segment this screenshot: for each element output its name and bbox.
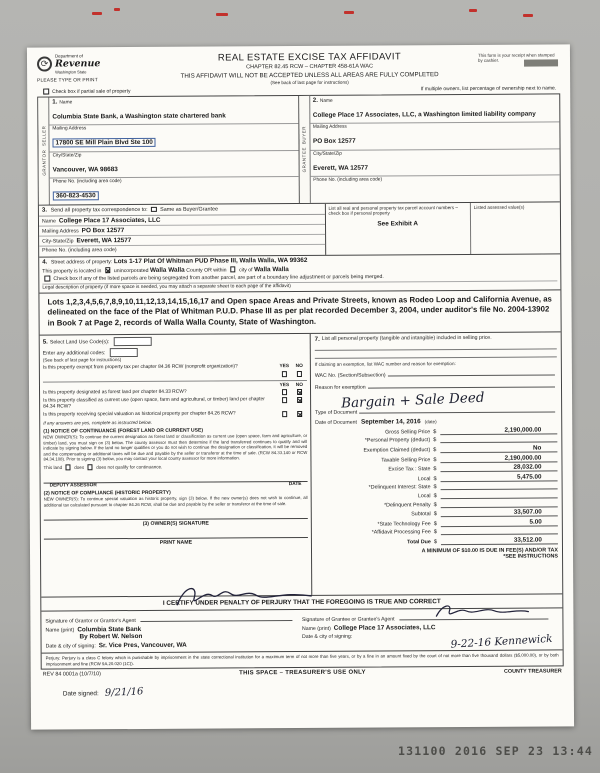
section-buyer — [299, 94, 560, 203]
grantee-signature-block — [302, 611, 559, 649]
section-5-7 — [40, 333, 563, 598]
currency-sign: $ — [433, 466, 437, 473]
personal-property-label: List all personal property (tangible and intangible) included in selling price. — [321, 335, 492, 343]
grantee-name-print-label: Name (print) — [301, 626, 331, 633]
correspondence-phone-field — [39, 244, 325, 254]
receipt-note-text: This form is your receipt when stamped by cashier. — [477, 52, 555, 63]
fee-label: Local — [417, 493, 431, 500]
section-2-number: 2. — [312, 96, 318, 104]
perjury-notice: Perjury: Perjury is a class C felony which is punishable by imprisonment in the state correctional institution for a maximum term of not more than five years, or by a fine in an amount fixed by the court of not more than five thousand dollars ($5,000.00), or by both imprisonment and fine (RCW 9A.20.020 (1C)). — [45, 652, 559, 667]
wac-label: WAC No. (Section/Subsection) — [314, 372, 386, 380]
county-treasurer-label: COUNTY TREASURER — [503, 668, 562, 676]
county-value: Walla Walla — [149, 266, 185, 274]
treasurer-space-label: THIS SPACE – TREASURER'S USE ONLY — [239, 669, 366, 677]
seller-phone-field — [50, 177, 299, 204]
unincorporated-checkbox — [105, 267, 111, 273]
deputy-assessor-label: DEPUTY ASSESSOR — [49, 483, 97, 489]
fee-label: Total Due — [407, 539, 431, 546]
segregated-checkbox — [44, 276, 50, 282]
fee-label: *Affidavit Processing Fee — [371, 529, 431, 536]
currency-sign: $ — [433, 501, 437, 508]
buyer-side-label — [299, 95, 311, 202]
fee-label: *Delinquent Interest: State — [368, 484, 431, 491]
see-back-note: (See back of last page for instructions) — [270, 79, 349, 86]
assessed-value-panel — [471, 202, 560, 254]
deputy-date-label: DATE — [288, 481, 302, 487]
section-7-number: 7. — [314, 336, 320, 344]
fee-value — [441, 500, 558, 508]
assessed-value-header: Listed assessed value(s) — [473, 204, 525, 210]
fee-label: Excise Tax : State — [388, 466, 431, 473]
date-of-document-label: Date of Document — [315, 419, 357, 427]
located-in-label: This property is located in — [42, 267, 102, 275]
scan-artifact-mark — [216, 13, 228, 16]
notice-compliance-title: (2) NOTICE OF COMPLIANCE (HISTORIC PROPERTY) — [43, 490, 171, 497]
grantee-date-city-label: Date & city of signing: — [302, 633, 353, 641]
grantor-word: GRANTOR — [41, 149, 47, 176]
fee-value: 2,190,000.00 — [440, 454, 557, 463]
legal-description-text: Lots 1,2,3,4,5,6,7,8,9,10,11,12,13,14,15,16,17 and Open space Areas and Private Streets, known as Rodeo Loop and California Avenue, as delineated on the face of the Plat of Whitman P.U.D. Phase III as per plat recorded December 3, 2004, under auditor's file No. 2004-13902 in Book 7 at Page 2, records of Walla Walla County, State of Washington. — [39, 290, 560, 336]
seller-name-label: Name — [59, 99, 73, 105]
grantor-name-print-label: Name (print) — [45, 627, 75, 634]
city-of-label: city of — [239, 266, 253, 273]
section-5-number: 5. — [42, 338, 48, 346]
seller-mailing-value: 17800 SE Mill Plain Blvd Ste 100 — [52, 138, 155, 148]
correspondence-name-label: Name — [41, 217, 56, 225]
fee-row-subtotal — [316, 509, 558, 518]
fee-row-delinquent-local — [316, 491, 558, 499]
currency-sign: $ — [433, 520, 437, 527]
grantor-signature-block — [45, 612, 302, 650]
fee-label: *Personal Property (deduct) — [364, 437, 431, 444]
correspondence-name-value: College Place 17 Associates, LLC — [58, 216, 161, 224]
grantor-date-city-value: Sr. Vice Pres, Vancouver, WA — [98, 641, 187, 650]
grantor-sig-line — [141, 614, 292, 622]
current-use-no-checkbox — [297, 397, 303, 403]
unincorporated-label: unincorporated — [113, 267, 149, 274]
fee-label: Local — [417, 475, 431, 483]
county-or-label: County OR within — [186, 266, 227, 274]
currency-sign: $ — [433, 447, 437, 454]
owners-signature-label: (3) OWNER(S) SIGNATURE — [142, 520, 209, 527]
no-header: NO — [295, 363, 303, 369]
date-signed-handwriting: 9/21/16 — [104, 686, 144, 700]
grantor-name-value: Columbia State Bank — [77, 626, 142, 634]
seller-phone-label: Phone No. (including area code) — [52, 179, 122, 185]
currency-sign: $ — [433, 493, 437, 500]
grantee-name-value: College Place 17 Associates, LLC — [333, 624, 436, 633]
affidavit-page — [27, 44, 574, 729]
fee-row-excise-state — [315, 464, 557, 473]
buyer-name-label: Name — [319, 98, 333, 104]
fee-row-delinquent-state — [316, 483, 558, 491]
parcel-numbers-panel — [325, 202, 471, 254]
signature-area — [41, 609, 562, 654]
historic-yes-checkbox — [282, 411, 288, 417]
section5-see-back: (See back of last page for instructions) — [42, 357, 122, 363]
scan-artifact-mark — [114, 8, 120, 11]
scan-artifact-mark — [344, 11, 354, 14]
current-use-text: Is this property classified as current use (open space, farm and agricultural, or timber) land per chapter 84.34 RCW? — [43, 397, 265, 411]
buyer-mailing-field — [310, 122, 560, 150]
seller-city-label: City/State/Zip — [52, 152, 82, 159]
fee-value — [440, 483, 557, 491]
form-warning: THIS AFFIDAVIT WILL NOT BE ACCEPTED UNLESS ALL AREAS ARE FULLY COMPLETED — [180, 71, 439, 80]
seller-mailing-label: Mailing Address — [52, 126, 87, 132]
grantee-word: GRANTEE — [301, 146, 307, 173]
exempt-question-row — [43, 364, 307, 372]
grantee-date-city-handwriting: 9-22-16 Kennewick — [450, 633, 553, 651]
notice-compliance-text: NEW OWNER(S): To continue special valuation as historic property, sign (3) below. If the new owner(s) does not wish to continue, all additional tax calculated pursuant to chapter 84.26 RCW, shall be due and payable by the seller or transferor at the time of sale. — [43, 495, 308, 508]
logo-washington-state: Washington State — [55, 69, 87, 75]
section-seller — [38, 96, 299, 205]
send-correspondence-label: Send all property tax correspondence to: — [50, 206, 148, 214]
seller-word: SELLER — [40, 125, 47, 147]
divider — [43, 380, 307, 383]
grantor-date-city-label: Date & city of signing: — [45, 643, 96, 650]
please-type-or-print: PLEASE TYPE OR PRINT — [37, 78, 98, 84]
scan-artifact-mark — [469, 9, 477, 12]
currency-sign: $ — [433, 428, 437, 435]
fee-value — [441, 528, 558, 536]
fee-label: *State Technology Fee — [377, 520, 431, 528]
seller-name-field — [49, 96, 298, 126]
type-of-document-handwriting: Bargain + Sale Deed — [340, 389, 485, 412]
grantor-signature — [171, 580, 321, 613]
fee-row-tech-fee — [316, 518, 558, 527]
date-suffix: (date) — [424, 419, 437, 425]
reason-label: Reason for exemption — [314, 384, 366, 392]
section-3-number: 3. — [41, 206, 48, 214]
current-use-question — [43, 397, 307, 411]
land-use-label: Select Land Use Code(s): — [49, 338, 110, 346]
exempt-answer-row — [43, 371, 307, 379]
currency-sign: $ — [433, 539, 437, 546]
notice-continuance-title: (1) NOTICE OF CONTINUANCE (FOREST LAND OR CURRENT USE) — [43, 427, 204, 435]
certify-text: I CERTIFY UNDER PENALTY OF PERJURY THAT THE FOREGOING IS TRUE AND CORRECT — [162, 598, 441, 608]
fee-value: 5.00 — [441, 518, 558, 527]
fee-row-personal — [315, 436, 557, 444]
deputy-row — [44, 482, 308, 489]
print-name-label: PRINT NAME — [159, 539, 193, 546]
section-5 — [40, 334, 312, 597]
fee-row-gross — [315, 426, 557, 435]
does-checkbox — [65, 465, 71, 471]
date-of-document-value: September 14, 2016 — [360, 418, 421, 426]
currency-sign: $ — [433, 484, 437, 491]
partial-sale-note — [41, 88, 130, 95]
continuance-line — [43, 463, 307, 471]
does-label: does — [74, 465, 85, 471]
fee-row-penalty — [316, 500, 558, 508]
seller-side-label — [38, 97, 50, 204]
forest-yes-checkbox — [282, 389, 288, 395]
fee-row-total-due — [316, 536, 558, 545]
fee-row-excise-local — [315, 473, 557, 482]
scan-smudge — [524, 59, 558, 66]
currency-sign: $ — [433, 456, 437, 463]
currency-sign: $ — [433, 437, 437, 444]
section-4 — [39, 254, 560, 293]
legal-description-label: Legal description of property (if more space is needed, you may attach a separate sheet to each page of the affidavit) — [42, 280, 557, 290]
correspondence-phone-label: Phone No. (including area code) — [42, 246, 117, 254]
receipt-note — [478, 50, 560, 63]
buyer-phone-label: Phone No. (including area code) — [313, 177, 383, 183]
scan-artifact-mark — [523, 14, 533, 17]
grantee-sig-label: Signature of Grantee or Grantee's Agent — [301, 616, 395, 624]
section-4-number: 4. — [42, 258, 48, 266]
parcel-numbers-header: List all real and personal property tax parcel account numbers – check box if personal property — [328, 204, 458, 217]
currency-sign: $ — [433, 475, 437, 482]
form-box — [37, 93, 563, 670]
correspondence-city-value: Everett, WA 12577 — [76, 236, 132, 244]
grantor-sig-label: Signature of Grantor or Grantor's Agent — [45, 618, 136, 625]
exemption-intro: If claiming an exemption, list WAC number and reason for exemption: — [314, 361, 456, 368]
partial-sale-label: Check box if partial sale of property — [52, 88, 131, 96]
current-use-yes-checkbox — [282, 397, 288, 403]
date-signed-label: Date signed: — [62, 690, 99, 698]
logo-department-of: Department of — [54, 53, 83, 59]
fee-row-taxable — [315, 454, 557, 463]
correspondence-mailing-value: PO Box 12577 — [81, 226, 125, 234]
exempt-no-checkbox — [297, 371, 303, 377]
yes-no-header-row — [43, 383, 307, 390]
owner-signature-line — [44, 510, 308, 521]
exempt-question-text: Is this property exempt from property tax per chapter 84.36 RCW (nonprofit organization)? — [42, 364, 238, 371]
fee-label: Taxable Selling Price — [381, 456, 431, 464]
section-1-2 — [38, 94, 560, 205]
yes-header: YES — [279, 382, 290, 388]
city-checkbox — [230, 266, 236, 272]
yes-header: YES — [279, 363, 290, 369]
section-3 — [39, 202, 560, 257]
fee-value — [440, 436, 557, 444]
logo-revenue: Revenue — [54, 58, 101, 70]
additional-codes-box — [109, 348, 137, 357]
notice-continuance-text: NEW OWNER(S): To continue the current designation as forest land or classification as current use (open space, farm and agriculture, or timber) land, you must sign on (3) below. The county assessor must then determine if the land transferred continues to qualify and will indicate by signing below. If the land no longer qualifies or you do not wish to continue the designation or classification, it will be removed and the compensating or additional taxes will be due and payable by the seller or transferor at the time of sale. (RCW 84.33.140 or RCW 84.34.108). Prior to signing (3) below, you may contact your local county assessor for more information. — [43, 432, 308, 462]
dor-logo — [37, 53, 141, 75]
form-title: REAL ESTATE EXCISE TAX AFFIDAVIT — [217, 51, 402, 64]
does-not-checkbox — [87, 465, 93, 471]
this-land-label: This land — [43, 465, 63, 471]
fee-label: Subtotal — [411, 511, 431, 518]
fee-value: 33,512.00 — [441, 536, 558, 545]
see-instructions-note: *SEE INSTRUCTIONS — [503, 553, 559, 560]
forest-land-question — [43, 389, 307, 397]
city-value: Walla Walla — [254, 265, 289, 273]
type-of-document-label: Type of Document — [315, 409, 358, 417]
currency-sign: $ — [433, 529, 437, 536]
partial-sale-checkbox — [43, 89, 49, 95]
correspondence-city-label: City-State/Zip — [42, 237, 74, 245]
seller-city-value: Vancouver, WA 98683 — [52, 165, 118, 174]
fee-value: 5,475.00 — [440, 473, 557, 482]
section-1-number: 1. — [52, 97, 58, 106]
forest-land-text: Is this property designated as forest land per chapter 84.33 RCW? — [43, 390, 187, 396]
grantor-by-value: By Robert W. Nelson — [79, 633, 143, 641]
fee-value: 2,190,000.00 — [440, 426, 557, 435]
revenue-logo-icon: ⟳ — [37, 57, 52, 72]
historic-text: Is this property receiving special valuation as historical property per chapter 84.26 RCW? — [43, 411, 236, 418]
street-address-label: Street address of property: — [50, 259, 113, 266]
fee-label: Exemption Claimed (deduct) — [363, 447, 431, 454]
minimum-fee-note: A MINIMUM OF $10.00 IS DUE IN FEE(S) AND/OR TAX — [421, 547, 559, 555]
grantee-signature — [432, 601, 532, 622]
segregated-label: Check box if any of the listed parcels are being segregated from another parcel, are part of a boundary line adjustment or parcels being merged. — [53, 273, 384, 283]
fee-row-processing-fee — [316, 528, 558, 536]
page-header — [37, 50, 560, 86]
historic-no-checkbox — [297, 411, 303, 417]
forest-no-checkbox — [297, 389, 303, 395]
if-yes-note: If any answers are yes, complete as instructed below. — [43, 419, 153, 426]
blank-line — [315, 350, 557, 359]
buyer-city-field — [310, 149, 560, 177]
same-as-buyer-label: Same as Buyer/Grantee — [160, 206, 219, 213]
print-name-line — [44, 529, 308, 540]
buyer-city-value: Everett, WA 12577 — [313, 164, 369, 172]
buyer-name-value: College Place 17 Associates, LLC, a Washington limited liability company — [312, 110, 536, 119]
no-header: NO — [295, 382, 304, 388]
rev-number: REV 84 0001a (10/7/10) — [42, 671, 101, 678]
currency-sign: $ — [433, 511, 437, 518]
parcel-numbers-value: See Exhibit A — [377, 220, 419, 228]
buyer-word: BUYER — [301, 125, 307, 144]
form-subtitle: CHAPTER 82.45 RCW – CHAPTER 458-61A WAC — [246, 63, 374, 71]
fee-row-exemption — [315, 444, 557, 453]
seller-name-value: Columbia State Bank, a Washington state chartered bank — [52, 111, 226, 121]
fee-label: Gross Selling Price — [385, 428, 431, 436]
seller-mailing-field — [49, 124, 298, 152]
buyer-mailing-label: Mailing Address — [312, 124, 347, 130]
buyer-name-field — [310, 94, 560, 124]
seller-city-field — [50, 151, 299, 179]
correspondence-mailing-label: Mailing Address — [42, 227, 79, 235]
date-signed-row — [41, 685, 564, 699]
land-use-code-box — [113, 337, 151, 346]
fee-table — [315, 425, 558, 546]
fee-label: *Delinquent Penalty — [384, 501, 431, 509]
fee-value: No — [440, 444, 557, 453]
fee-value: 28,032.00 — [440, 464, 557, 473]
additional-codes-label: Enter any additional codes: — [42, 349, 106, 357]
buyer-city-label: City/State/Zip — [313, 151, 342, 157]
does-not-label: does not qualify for continuance. — [96, 464, 163, 471]
cashier-timestamp: 131100 2016 SEP 23 13:44 — [398, 744, 593, 758]
section-7 — [311, 333, 563, 596]
seller-phone-value: 360-823-4530 — [53, 191, 99, 200]
same-as-buyer-checkbox — [151, 206, 157, 212]
buyer-mailing-value: PO Box 12577 — [312, 137, 356, 145]
buyer-phone-field — [310, 175, 560, 184]
wac-line — [388, 369, 555, 377]
scan-artifact-mark — [92, 12, 102, 15]
street-address-value: Lots 1-17 Plat Of Whitman PUD Phase III, Walla Walla, WA 99362 — [113, 256, 308, 266]
fee-value — [441, 491, 558, 499]
exempt-yes-checkbox — [282, 371, 288, 377]
multiple-owners-note: If multiple owners, list percentage of ownership next to name. — [420, 85, 557, 93]
fee-value: 33,507.00 — [441, 509, 558, 518]
